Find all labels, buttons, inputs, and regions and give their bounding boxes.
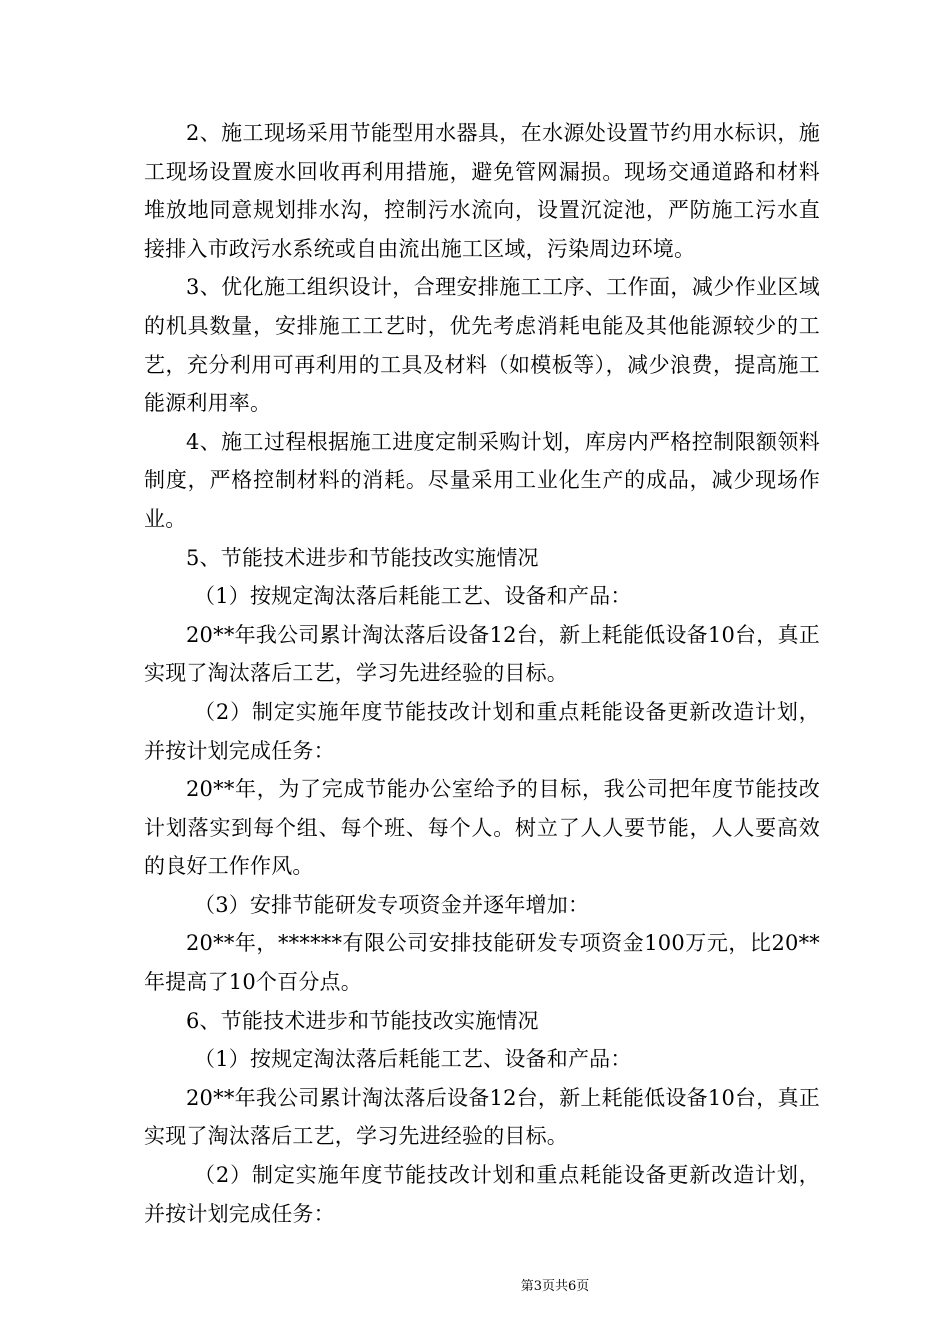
subheading-5-1: （1）按规定淘汰落后耗能工艺、设备和产品： xyxy=(194,584,632,609)
subheading-6-2: （2）制定实施年度节能技改计划和重点耗能设备更新改造计划，并按计划完成任务： xyxy=(144,1163,820,1226)
subheading-6-1: （1）按规定淘汰落后耗能工艺、设备和产品： xyxy=(194,1047,632,1072)
paragraph-6-1-body: 20**年我公司累计淘汰落后设备12台，新上耗能低设备10台，真正实现了淘汰落后工艺，学习先进经验的目标。 xyxy=(144,1085,820,1149)
page-number: 第3页共6页 xyxy=(520,1279,590,1294)
paragraph-5-3-body: 20**年，******有限公司安排技能研发专项资金100万元，比20**年提高了10个百分点。 xyxy=(144,931,820,995)
paragraph-5-2-body: 20**年，为了完成节能办公室给予的目标，我公司把年度节能技改计划落实到每个组、每个班、每个人。树立了人人要节能，人人要高效的良好工作作风。 xyxy=(144,777,820,879)
paragraph-5-1-body: 20**年我公司累计淘汰落后设备12台，新上耗能低设备10台，真正实现了淘汰落后工艺，学习先进经验的目标。 xyxy=(144,622,820,686)
section-heading-5: 5、节能技术进步和节能技改实施情况 xyxy=(186,545,539,570)
document-body xyxy=(144,114,820,1233)
paragraph-construction-design: 3、优化施工组织设计，合理安排施工工序、工作面，减少作业区域的机具数量，安排施工工艺时，优先考虑消耗电能及其他能源较少的工艺，充分利用可再利用的工具及材料（如模板等），减少浪费，提高施工能源利用率。 xyxy=(144,275,820,416)
paragraph-water-saving: 2、施工现场采用节能型用水器具，在水源处设置节约用水标识，施工现场设置废水回收再利用措施，避免管网漏损。现场交通道路和材料堆放地同意规划排水沟，控制污水流向，设置沉淀池，严防施工污水直接排入市政污水系统或自由流出施工区域，污染周边环境。 xyxy=(144,121,820,261)
section-heading-6: 6、节能技术进步和节能技改实施情况 xyxy=(186,1008,539,1033)
subheading-5-2: （2）制定实施年度节能技改计划和重点耗能设备更新改造计划，并按计划完成任务： xyxy=(144,699,820,763)
subheading-5-3: （3）安排节能研发专项资金并逐年增加： xyxy=(194,892,590,917)
paragraph-procurement: 4、施工过程根据施工进度定制采购计划，库房内严格控制限额领料制度，严格控制材料的消耗。尽量采用工业化生产的成品，减少现场作业。 xyxy=(144,429,820,531)
